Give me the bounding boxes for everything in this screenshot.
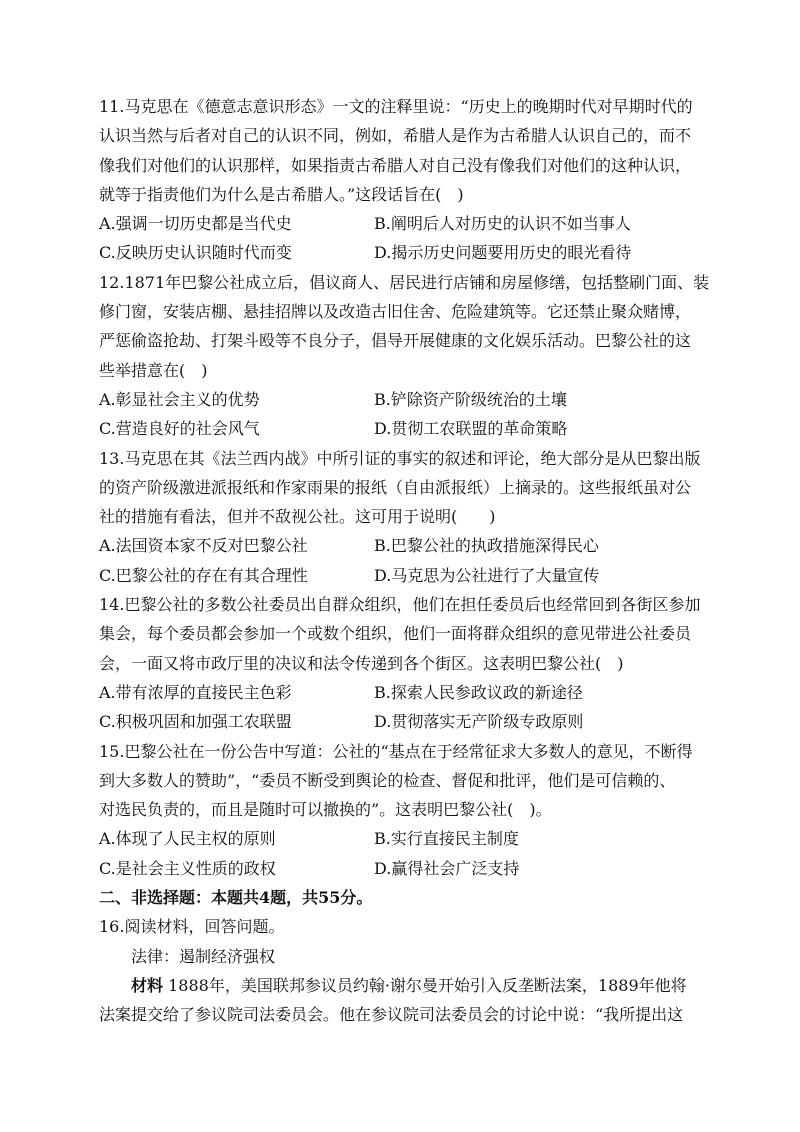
- options-row: [99, 209, 705, 238]
- option-d: D.贯彻落实无产阶级专政原则: [374, 712, 584, 732]
- question-text-line: 对选民负责的，而且是随时可以撤换的”。这表明巴黎公社( )。: [99, 800, 552, 820]
- option-b: B.探索人民参政议政的新途径: [374, 682, 583, 702]
- question-text-line: 会，一面又将市政厅里的决议和法令传递到各个街区。这表明巴黎公社( ): [99, 653, 624, 673]
- options-row: [99, 678, 705, 707]
- options-row: [99, 238, 705, 267]
- option-d: D.赢得社会广泛支持: [374, 858, 520, 878]
- option-d: D.马克思为公社进行了大量宣传: [374, 565, 600, 585]
- option-b: B.铲除资产阶级统治的土壤: [374, 389, 567, 409]
- question-text-line: 集会，每个委员都会参加一个或数个组织，他们一面将群众组织的意见带进公社委员: [99, 624, 692, 644]
- question-12: [99, 268, 710, 444]
- question-text-line: 社的措施有看法，但并不敌视公社。这可用于说明( ): [99, 507, 496, 527]
- material-subtitle: 法律：遏制经济强权: [131, 946, 276, 966]
- question-15: [99, 737, 705, 883]
- options-row: [99, 531, 705, 560]
- question-text-line: 15.巴黎公社在一份公告中写道：公社的“基点在于经常征求大多数人的意见，不断得: [99, 741, 693, 761]
- options-row: [99, 824, 705, 853]
- question-text-line: 严惩偷盗抢劫、打架斗殴等不良分子，倡导开展健康的文化娱乐活动。巴黎公社的这: [99, 331, 692, 351]
- options-row: [99, 707, 705, 736]
- question-text-line: 11.马克思在《德意志意识形态》一文的注释里说：“历史上的晚期时代对早期时代的: [99, 97, 693, 116]
- material-text-line: 法案提交给了参议院司法委员会。他在参议院司法委员会的讨论中说：“我所提出这: [99, 1005, 684, 1025]
- material-label: 材料: [131, 975, 164, 995]
- option-c: C.反映历史认识随时代而变: [99, 243, 292, 263]
- option-b: B.阐明后人对历史的认识不如当事人: [374, 214, 631, 234]
- question-16: [99, 912, 705, 1029]
- option-a: A.彰显社会主义的优势: [99, 389, 260, 409]
- section-heading: 二、非选择题：本题共4题，共55分。: [99, 888, 373, 908]
- question-text-line: 些举措意在( ): [99, 360, 208, 380]
- page-content: [99, 92, 710, 1030]
- option-b: B.巴黎公社的执政措施深得民心: [374, 536, 599, 556]
- option-d: D.贯彻工农联盟的革命策略: [374, 419, 568, 439]
- option-b: B.实行直接民主制度: [374, 829, 519, 849]
- material-text: 1888年，美国联邦参议员约翰·谢尔曼开始引入反垄断法案，1889年他将: [163, 975, 687, 995]
- question-text-line: 修门窗，安装店棚、悬挂招牌以及改造古旧住舍、危险建筑等。它还禁止聚众赌博，: [99, 302, 692, 322]
- option-a: A.体现了人民主权的原则: [99, 829, 276, 849]
- question-11: [99, 92, 705, 268]
- question-14: [99, 590, 705, 736]
- question-prompt: 16.阅读材料，回答问题。: [99, 917, 285, 937]
- option-a: A.带有浓厚的直接民主色彩: [99, 682, 292, 702]
- question-text-line: 12.1871年巴黎公社成立后，倡议商人、居民进行店铺和房屋修缮，包括整刷门面、装: [99, 272, 710, 292]
- material-text-line: [99, 971, 705, 1000]
- question-text-line: 像我们对他们的认识那样，如果指责古希腊人对自己没有像我们对他们的这种认识，: [99, 155, 692, 175]
- option-a: A.强调一切历史都是当代史: [99, 214, 292, 234]
- option-c: C.巴黎公社的存在有其合理性: [99, 565, 308, 585]
- question-text-line: 14.巴黎公社的多数公社委员出自群众组织，他们在担任委员后也经常回到各街区参加: [99, 595, 701, 615]
- options-row: [99, 561, 705, 590]
- question-text-line: 13.马克思在其《法兰西内战》中所引证的事实的叙述和评论，绝大部分是从巴黎出版: [99, 448, 701, 468]
- question-text-line: 就等于指责他们为什么是古希腊人。”这段话旨在( ): [99, 184, 464, 204]
- option-c: C.积极巩固和加强工农联盟: [99, 712, 292, 732]
- question-text-line: 认识当然与后者对自己的认识不同，例如，希腊人是作为古希腊人认识自己的，而不: [99, 126, 692, 146]
- question-13: [99, 444, 705, 590]
- options-row: [99, 854, 705, 883]
- option-c: C.是社会主义性质的政权: [99, 858, 276, 878]
- question-text-line: 的资产阶级激进派报纸和作家雨果的报纸（自由派报纸）上摘录的。这些报纸虽对公: [99, 477, 692, 497]
- option-d: D.揭示历史问题要用历史的眼光看待: [374, 243, 632, 263]
- question-text-line: 到大多数人的赞助”，“委员不断受到舆论的检查、督促和批评，他们是可信赖的、: [99, 770, 676, 790]
- options-row: [99, 414, 705, 443]
- options-row: [99, 385, 705, 414]
- option-a: A.法国资本家不反对巴黎公社: [99, 536, 308, 556]
- option-c: C.营造良好的社会风气: [99, 419, 260, 439]
